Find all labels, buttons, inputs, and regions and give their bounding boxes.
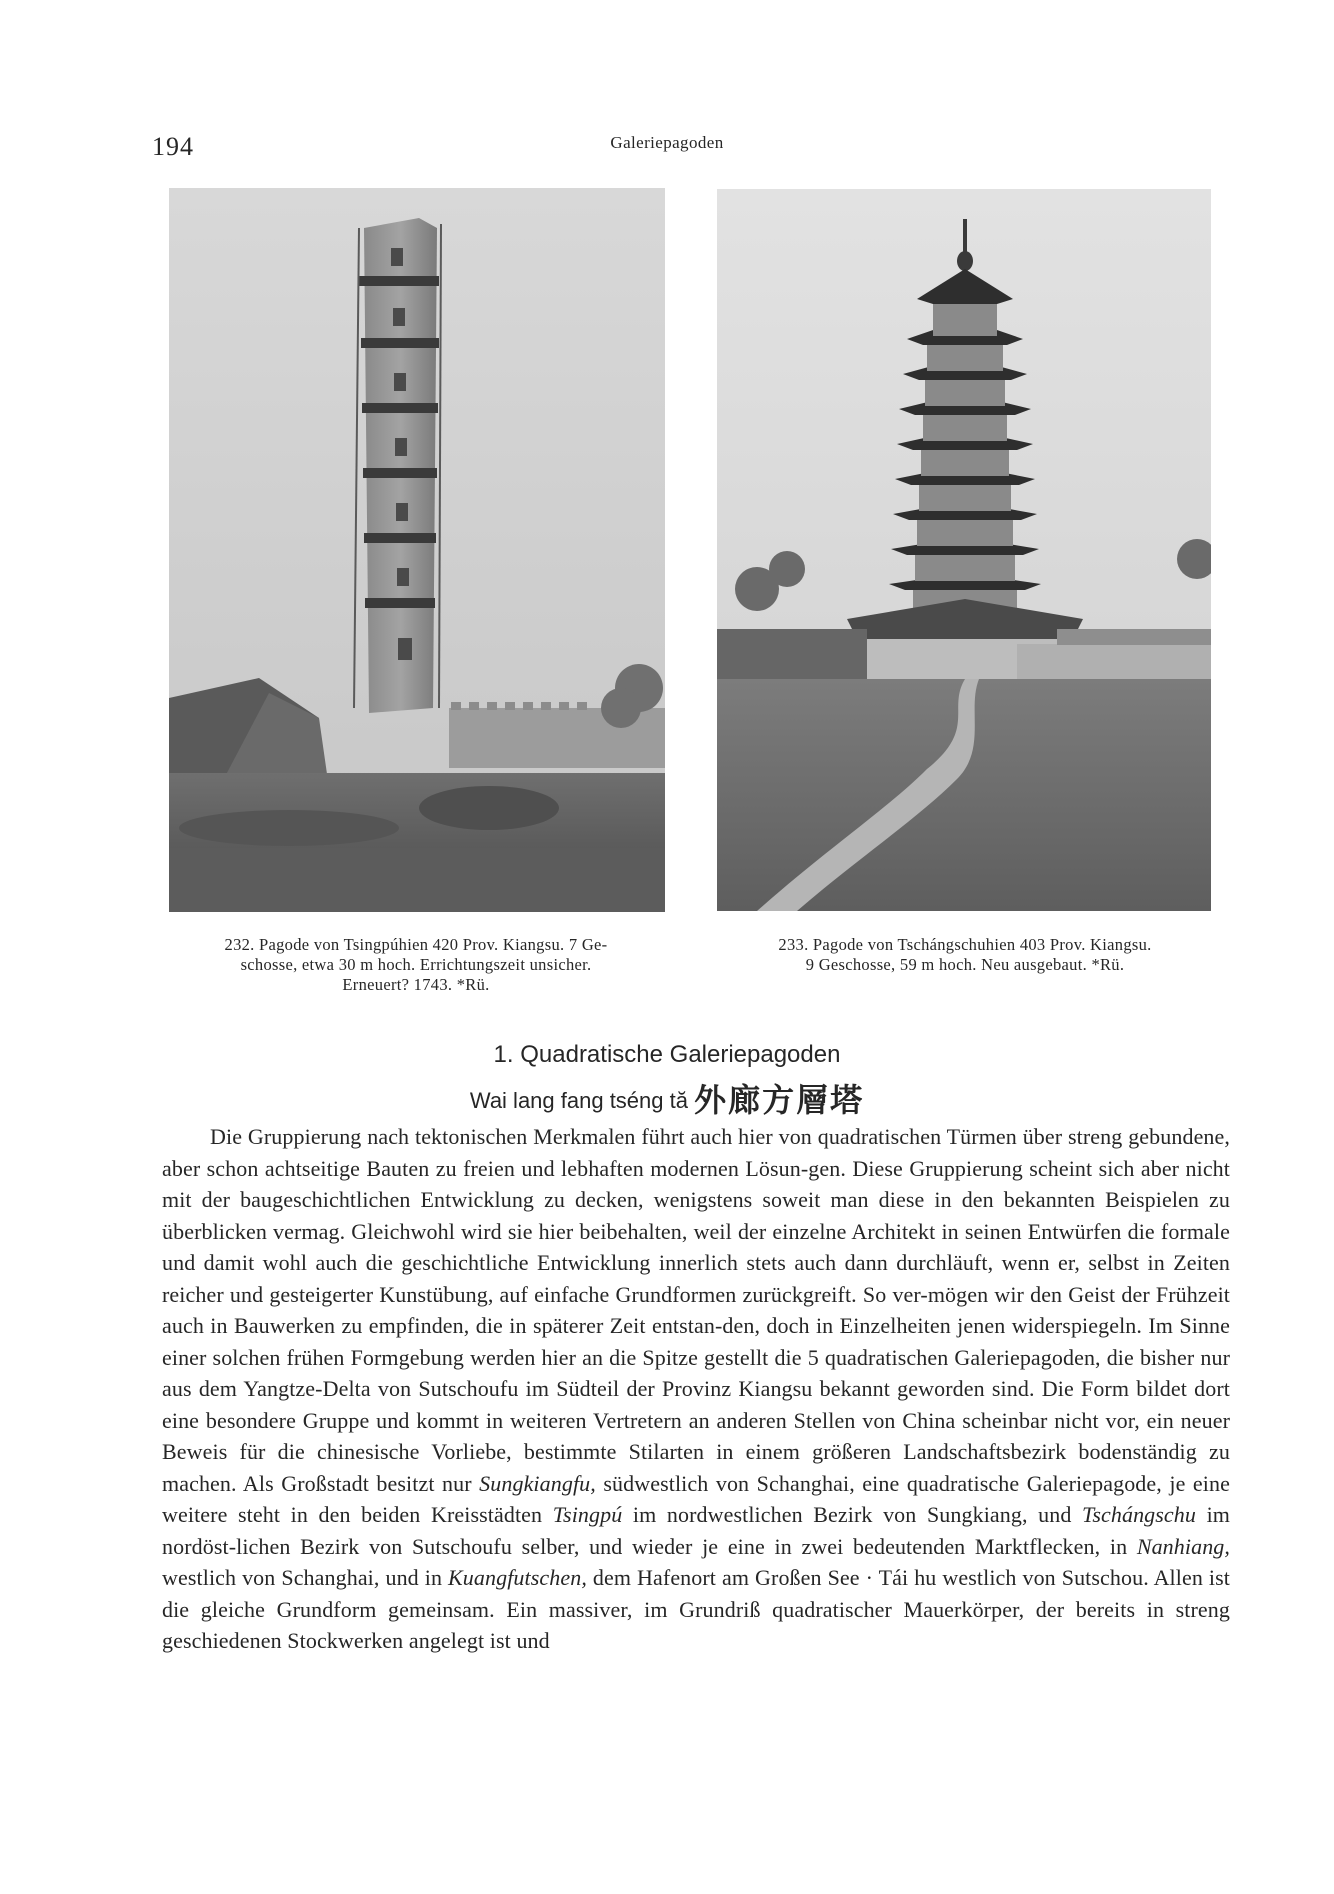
subtitle-chinese: 外廊方層塔 — [694, 1081, 865, 1119]
paragraph — [162, 1121, 1230, 1657]
text-run: südwestlich von Schanghai, eine quadratische Galeriepagode, je eine weitere steht in den beiden Kreisstädten — [162, 1470, 1230, 1527]
figure-caption-233 — [720, 935, 1210, 975]
place-name: Tschángschu — [1082, 1502, 1196, 1527]
caption-line: 232. Pagode von Tsingpúhien 420 Prov. Kiangsu. 7 Ge- — [224, 935, 608, 954]
caption-line: schosse, etwa 30 m hoch. Errichtungszeit unsicher. — [240, 955, 592, 974]
text-run: Die Gruppierung nach tektonischen Merkmalen führt auch hier von quadratischen Türmen über streng gebundene, aber schon achtseitige Bauten zu freien und lebhaften modernen Lösun-gen. Diese Gruppierung scheint sich aber nicht mit der baugeschichtlichen Entwicklung zu decken, wenigstens soweit man diese in den bekannten Beispielen zu überblicken vermag. Gleichwohl wird sie hier beibehalten, weil der einzelne Architekt in seinen Entwürfen die formale und damit wohl auch die geschichtliche Entwicklung innerlich stets auch dann durchläuft, wenn er, selbst in Zeiten reicher und gesteigerter Kunstübung, auf einfache Grundformen zurückgreift. So ver-mögen wir den Geist der Frühzeit auch in Bauwerken zu empfinden, die in späterer Zeit entstan-den, doch in Einzelheiten jenen widerspiegeln. Im Sinne einer solchen frühen Formgebung werden hier an die Spitze gestellt die 5 quadratischen Galeriepagoden, die bisher nur aus dem Yangtze-Delta von Sutschoufu im Südteil der Provinz Kiangsu bekannt geworden sind. Die Form bildet dort eine besondere Gruppe und kommt in weiteren Vertretern an anderen Stellen von China scheinbar nicht vor, ein neuer Beweis für die chinesische Vorliebe, bestimmte Stilarten in einem größeren Landschaftsbezirk bodenständig zu machen. Als Großstadt besitzt nur — [162, 1124, 1230, 1496]
caption-line: Erneuert? 1743. *Rü. — [342, 975, 490, 994]
photo-pagoda-tschangschuhien — [717, 189, 1211, 911]
section-subtitle — [0, 1075, 1334, 1121]
caption-line: 9 Geschosse, 59 m hoch. Neu ausgebaut. *Rü. — [805, 955, 1125, 974]
place-name: Nanhiang, — [1136, 1533, 1230, 1559]
body-text — [162, 1121, 1230, 1657]
place-name: Tsingpú — [552, 1502, 623, 1527]
place-name: Kuangfutschen, — [448, 1565, 587, 1590]
section-title: 1. Quadratische Galeriepagoden — [493, 1041, 841, 1068]
text-run: im nordwestlichen Bezirk von Sungkiang, und — [622, 1502, 1083, 1527]
subtitle-romanization: Wai lang fang tséng tă — [469, 1088, 688, 1113]
text-run: dem Hafenort am Großen See · Tái hu westlich von Sutschou. Allen ist die gleiche Grundform gemeinsam. Ein massiver, im Grundriß quadratischer Mauerkörper, der bereits in streng geschiedenen Stockwerken angelegt ist und — [162, 1565, 1231, 1653]
figure-caption-232 — [152, 935, 680, 995]
photo-pagoda-tsingpuhien — [169, 188, 665, 912]
page-number: 194 — [152, 132, 194, 161]
place-name: Sungkiangfu, — [479, 1470, 596, 1496]
text-run: westlich von Schanghai, und in — [162, 1565, 449, 1590]
text-run: im nordöst-lichen Bezirk von Sutschoufu selber, und wieder je eine in zwei bedeutenden Marktflecken, in — [162, 1502, 1230, 1559]
running-head: Galeriepagoden — [610, 133, 724, 152]
caption-line: 233. Pagode von Tschángschuhien 403 Prov. Kiangsu. — [778, 935, 1152, 954]
